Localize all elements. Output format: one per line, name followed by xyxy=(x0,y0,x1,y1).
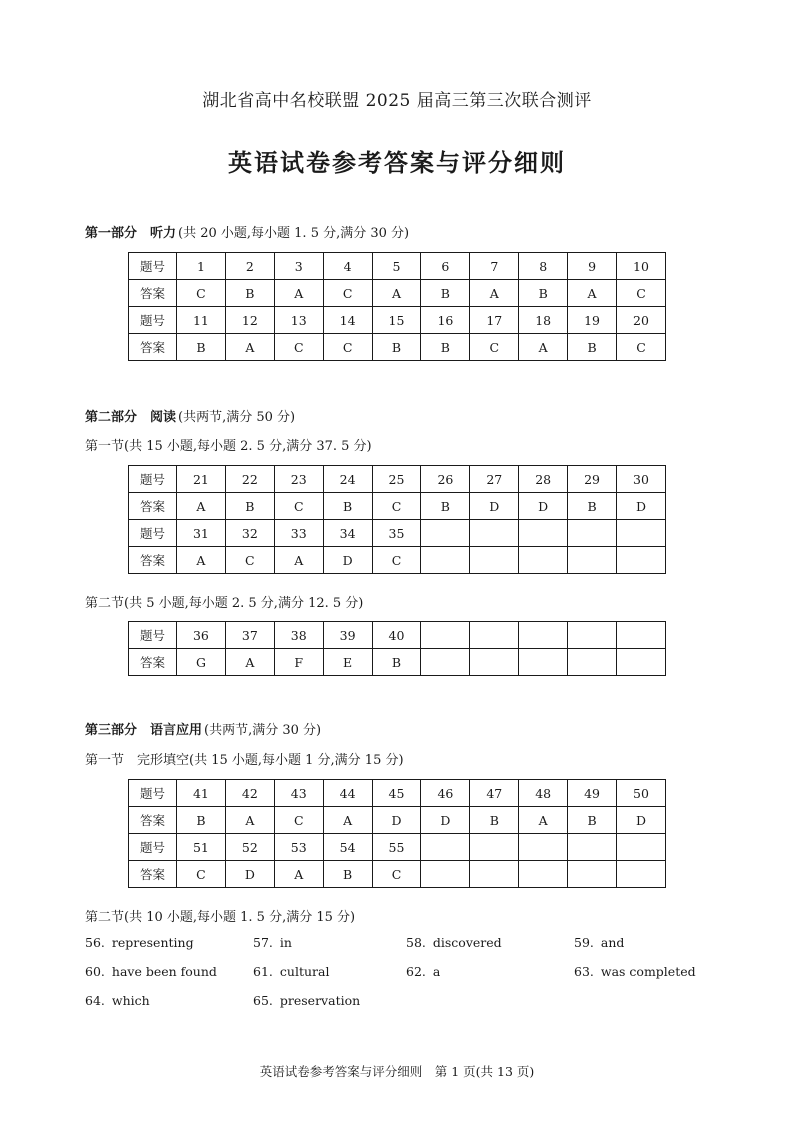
table-cell: 6 xyxy=(421,253,470,280)
table-cell: 48 xyxy=(519,780,568,807)
table-cell: A xyxy=(274,547,323,574)
table-cell xyxy=(519,649,568,676)
part1-heading-line xyxy=(85,222,409,241)
table-row xyxy=(129,834,666,861)
table-cell xyxy=(519,520,568,547)
table-cell xyxy=(568,861,617,888)
table-cell: 35 xyxy=(372,520,421,547)
table-cell: B xyxy=(568,807,617,834)
table-cell xyxy=(519,861,568,888)
table-cell xyxy=(421,861,470,888)
row-header-cell: 题号 xyxy=(129,466,177,493)
table-cell: B xyxy=(421,493,470,520)
table-row xyxy=(129,622,666,649)
table-cell: 46 xyxy=(421,780,470,807)
part1-desc: (共 20 小题,每小题 1. 5 分,满分 30 分) xyxy=(178,226,410,241)
table-row xyxy=(129,493,666,520)
table-cell: B xyxy=(421,334,470,361)
table-cell: B xyxy=(568,334,617,361)
fill-answer: 59. and xyxy=(574,935,625,950)
table-cell: B xyxy=(372,649,421,676)
part2-sec2-label: 第二节(共 5 小题,每小题 2. 5 分,满分 12. 5 分) xyxy=(85,596,364,611)
table-cell: C xyxy=(372,861,421,888)
table-cell: 42 xyxy=(225,780,274,807)
table-cell: 33 xyxy=(274,520,323,547)
table-cell: A xyxy=(323,807,372,834)
table-cell xyxy=(568,834,617,861)
fill-answer: 58. discovered xyxy=(406,935,502,950)
table-cell: B xyxy=(323,493,372,520)
table-cell: C xyxy=(323,334,372,361)
table-cell: A xyxy=(470,280,519,307)
table-cell: G xyxy=(177,649,226,676)
table-cell xyxy=(617,834,666,861)
table-cell: C xyxy=(274,334,323,361)
table-cell xyxy=(568,649,617,676)
table-cell xyxy=(421,834,470,861)
fill-answer: 57. in xyxy=(253,935,292,950)
table-cell: A xyxy=(225,649,274,676)
table-cell: A xyxy=(372,280,421,307)
table-cell: 22 xyxy=(225,466,274,493)
part3-sec2-label: 第二节(共 10 小题,每小题 1. 5 分,满分 15 分) xyxy=(85,910,356,925)
table-cell: D xyxy=(470,493,519,520)
table-cell: C xyxy=(372,493,421,520)
table-cell: 25 xyxy=(372,466,421,493)
table-cell: 37 xyxy=(225,622,274,649)
table-cell: B xyxy=(372,334,421,361)
table-cell: B xyxy=(421,280,470,307)
table-row xyxy=(129,520,666,547)
page-footer: 英语试卷参考答案与评分细则 第 1 页(共 13 页) xyxy=(259,1064,535,1079)
table-cell: 11 xyxy=(177,307,226,334)
part2-heading-line xyxy=(85,406,295,425)
table-cell: 55 xyxy=(372,834,421,861)
table-cell: 28 xyxy=(519,466,568,493)
table-row xyxy=(129,807,666,834)
table-cell: D xyxy=(225,861,274,888)
table-cell: A xyxy=(177,547,226,574)
fill-answer: 64. which xyxy=(85,993,150,1008)
table-cell: 16 xyxy=(421,307,470,334)
page-title: 英语试卷参考答案与评分细则 xyxy=(228,149,566,177)
table-cell: A xyxy=(177,493,226,520)
table-cell: 39 xyxy=(323,622,372,649)
fill-answer: 62. a xyxy=(406,964,441,979)
table-cell xyxy=(617,547,666,574)
table-cell: C xyxy=(323,280,372,307)
table-cell: 2 xyxy=(225,253,274,280)
fill-answer: 60. have been found xyxy=(85,964,217,979)
table-row xyxy=(129,649,666,676)
table-cell: 44 xyxy=(323,780,372,807)
table-cell: 12 xyxy=(225,307,274,334)
table-cell xyxy=(470,622,519,649)
row-header-cell: 答案 xyxy=(129,807,177,834)
part2-sec1-label: 第一节(共 15 小题,每小题 2. 5 分,满分 37. 5 分) xyxy=(85,439,372,454)
table-cell: B xyxy=(177,807,226,834)
table-cell: 40 xyxy=(372,622,421,649)
row-header-cell: 题号 xyxy=(129,622,177,649)
table-cell: 51 xyxy=(177,834,226,861)
table-cell: E xyxy=(323,649,372,676)
exam-subtitle: 湖北省高中名校联盟 2025 届高三第三次联合测评 xyxy=(202,91,592,111)
table-cell xyxy=(470,520,519,547)
part3-sec1-answer-table xyxy=(128,779,666,888)
table-row xyxy=(129,780,666,807)
table-cell: A xyxy=(274,280,323,307)
table-cell: C xyxy=(372,547,421,574)
part3-sec1-label: 第一节 完形填空(共 15 小题,每小题 1 分,满分 15 分) xyxy=(85,753,404,768)
table-cell: 49 xyxy=(568,780,617,807)
table-cell xyxy=(617,649,666,676)
table-cell: 52 xyxy=(225,834,274,861)
part2-sec1-answer-table xyxy=(128,465,666,574)
row-header-cell: 答案 xyxy=(129,649,177,676)
table-cell: C xyxy=(177,861,226,888)
fill-answer: 56. representing xyxy=(85,935,194,950)
table-cell: 26 xyxy=(421,466,470,493)
table-cell xyxy=(617,861,666,888)
table-cell xyxy=(519,622,568,649)
row-header-cell: 答案 xyxy=(129,547,177,574)
table-cell: 23 xyxy=(274,466,323,493)
row-header-cell: 题号 xyxy=(129,520,177,547)
table-cell xyxy=(568,547,617,574)
table-cell: C xyxy=(617,280,666,307)
row-header-cell: 答案 xyxy=(129,280,177,307)
table-cell: A xyxy=(519,807,568,834)
table-cell: 5 xyxy=(372,253,421,280)
table-cell: 20 xyxy=(617,307,666,334)
fill-answer: 63. was completed xyxy=(574,964,696,979)
table-cell: 45 xyxy=(372,780,421,807)
table-cell: 7 xyxy=(470,253,519,280)
part2-sec2-answer-table xyxy=(128,621,666,676)
table-cell: 38 xyxy=(274,622,323,649)
part3-heading-line xyxy=(85,719,321,738)
fill-answer: 65. preservation xyxy=(253,993,361,1008)
table-cell: D xyxy=(519,493,568,520)
table-cell: 19 xyxy=(568,307,617,334)
table-cell: 30 xyxy=(617,466,666,493)
table-cell: F xyxy=(274,649,323,676)
table-cell: 43 xyxy=(274,780,323,807)
table-cell xyxy=(470,649,519,676)
table-cell xyxy=(421,649,470,676)
table-cell: 36 xyxy=(177,622,226,649)
table-cell: 8 xyxy=(519,253,568,280)
table-cell xyxy=(568,622,617,649)
table-cell: 14 xyxy=(323,307,372,334)
table-cell: A xyxy=(225,807,274,834)
table-row xyxy=(129,253,666,280)
table-cell: 21 xyxy=(177,466,226,493)
table-cell: A xyxy=(519,334,568,361)
row-header-cell: 答案 xyxy=(129,861,177,888)
table-cell: 34 xyxy=(323,520,372,547)
table-cell: A xyxy=(568,280,617,307)
table-row xyxy=(129,334,666,361)
row-header-cell: 题号 xyxy=(129,834,177,861)
table-cell: C xyxy=(177,280,226,307)
table-cell: C xyxy=(617,334,666,361)
part3-desc: (共两节,满分 30 分) xyxy=(204,723,322,738)
table-cell: 24 xyxy=(323,466,372,493)
table-cell: B xyxy=(519,280,568,307)
table-cell xyxy=(470,861,519,888)
table-cell: B xyxy=(323,861,372,888)
table-cell: 3 xyxy=(274,253,323,280)
table-cell: B xyxy=(177,334,226,361)
row-header-cell: 答案 xyxy=(129,334,177,361)
table-cell: B xyxy=(470,807,519,834)
table-cell xyxy=(470,834,519,861)
table-cell: 15 xyxy=(372,307,421,334)
table-row xyxy=(129,547,666,574)
table-row xyxy=(129,466,666,493)
table-cell: 9 xyxy=(568,253,617,280)
table-cell: A xyxy=(225,334,274,361)
part3-heading: 第三部分 语言应用 xyxy=(85,723,203,738)
table-cell: 4 xyxy=(323,253,372,280)
table-cell xyxy=(470,547,519,574)
table-cell: 27 xyxy=(470,466,519,493)
table-cell: 31 xyxy=(177,520,226,547)
table-cell: 54 xyxy=(323,834,372,861)
table-cell: D xyxy=(421,807,470,834)
table-cell: C xyxy=(274,493,323,520)
table-cell: D xyxy=(617,807,666,834)
table-cell: B xyxy=(225,280,274,307)
table-cell: 18 xyxy=(519,307,568,334)
fill-answer: 61. cultural xyxy=(253,964,330,979)
table-row xyxy=(129,280,666,307)
row-header-cell: 题号 xyxy=(129,307,177,334)
table-cell: 1 xyxy=(177,253,226,280)
table-cell xyxy=(519,834,568,861)
table-cell: C xyxy=(274,807,323,834)
table-cell: 50 xyxy=(617,780,666,807)
part1-answer-table xyxy=(128,252,666,361)
table-cell: A xyxy=(274,861,323,888)
table-cell xyxy=(568,520,617,547)
row-header-cell: 题号 xyxy=(129,253,177,280)
table-row xyxy=(129,861,666,888)
table-cell: 53 xyxy=(274,834,323,861)
table-cell xyxy=(421,520,470,547)
part1-heading: 第一部分 听力 xyxy=(85,226,177,241)
table-cell: 13 xyxy=(274,307,323,334)
table-cell: 10 xyxy=(617,253,666,280)
table-cell: C xyxy=(225,547,274,574)
table-cell: 17 xyxy=(470,307,519,334)
part2-desc: (共两节,满分 50 分) xyxy=(178,410,296,425)
table-cell: 29 xyxy=(568,466,617,493)
table-cell xyxy=(421,622,470,649)
table-cell xyxy=(421,547,470,574)
table-cell: B xyxy=(225,493,274,520)
table-cell: 41 xyxy=(177,780,226,807)
table-cell xyxy=(519,547,568,574)
table-cell xyxy=(617,622,666,649)
table-cell: B xyxy=(568,493,617,520)
table-cell xyxy=(617,520,666,547)
table-cell: D xyxy=(617,493,666,520)
table-row xyxy=(129,307,666,334)
table-cell: D xyxy=(323,547,372,574)
table-cell: D xyxy=(372,807,421,834)
table-cell: 47 xyxy=(470,780,519,807)
row-header-cell: 题号 xyxy=(129,780,177,807)
table-cell: C xyxy=(470,334,519,361)
table-cell: 32 xyxy=(225,520,274,547)
row-header-cell: 答案 xyxy=(129,493,177,520)
part2-heading: 第二部分 阅读 xyxy=(85,410,177,425)
